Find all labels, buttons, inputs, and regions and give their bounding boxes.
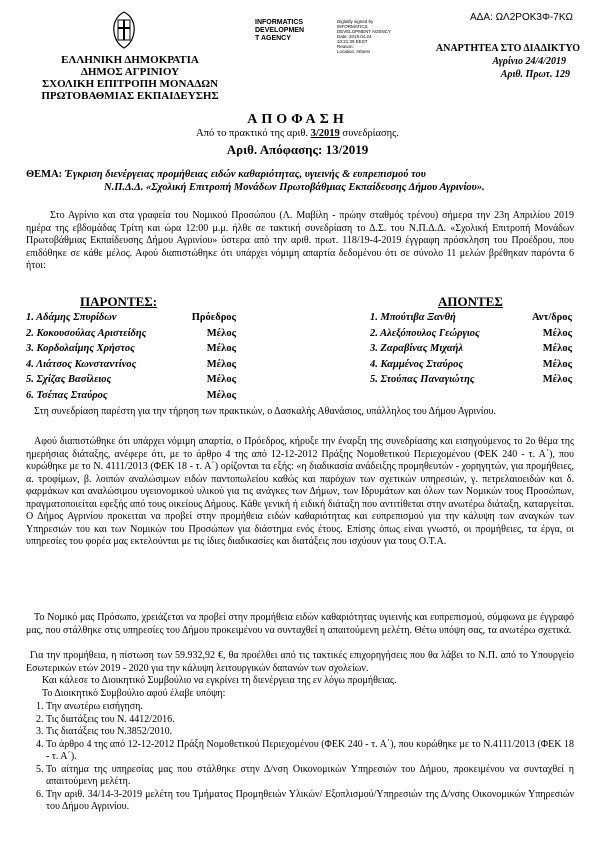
member-row: [26, 310, 236, 326]
subject-line: Ν.Π.Δ.Δ. «Σχολική Επιτροπή Μονάδων Πρωτοβάθμιας Εκπαίδευσης Δήμου Αγρινίου».: [104, 182, 485, 193]
member-name: 5. Σχίζας Βασίλειος: [26, 374, 112, 385]
signature-detail: 10:21:39 EEST: [337, 39, 368, 44]
minutes-reference: [0, 128, 595, 139]
member-role: Μέλος: [542, 374, 572, 385]
signature-detail: DEVELOPMENT AGENCY: [337, 29, 391, 34]
member-role: Μέλος: [542, 358, 572, 370]
list-item: 6. Την αριθ. 34/14-3-2019 μελέτη του Τμήματος Προμηθειών Υλικών/ Εξοπλισμού/Υπηρεσιών της Δ/νσης Οικονομικών Υπηρεσιών του Δήμου Αγρινίου.: [46, 789, 574, 814]
member-name: 1. Μπούτιβα Ξανθή: [370, 312, 456, 323]
member-row: [370, 310, 572, 326]
member-name: 3. Κορδολαίμης Χρήστος: [26, 343, 135, 354]
signature-detail: Reason:: [337, 44, 354, 49]
signature-logo: [255, 19, 345, 43]
member-role: Μέλος: [206, 389, 236, 401]
member-role: Μέλος: [206, 327, 236, 339]
member-role: Αντ/δρος: [531, 312, 572, 323]
subject-label: ΘΕΜΑ:: [26, 169, 63, 180]
member-role: Πρόεδρος: [191, 312, 236, 323]
list-item: 1. Την ανωτέρω εισήγηση.: [46, 701, 574, 714]
member-row: [370, 357, 572, 373]
document-meta: [420, 42, 580, 81]
list-item: 4. Το άρθρο 4 της από 12-12-2012 Πράξη Νομοθετικού Περιεχομένου (ΦΕΚ 240 - τ. Α΄), που κυρώθηκε με το Ν.4111/2013 (ΦΕΚ 18 - τ. Α΄).: [46, 739, 574, 764]
member-name: 6. Τσέπας Σταύρος: [26, 389, 108, 401]
member-role: Μέλος: [206, 358, 236, 370]
member-role: Μέλος: [206, 374, 236, 385]
member-row: [26, 326, 236, 342]
list-item: 5. Το αίτημα της υπηρεσίας μας που στάλθηκε στην Δ/νση Οικονομικών Υπηρεσιών του Δήμου, προκειμένου να συνταχθεί η απαιτούμενη μελέτη.: [46, 764, 574, 789]
member-row: [26, 388, 236, 404]
ada-code: ΑΔΑ: ΩΛ2ΡΟΚ3Φ-7ΚΩ: [470, 12, 573, 23]
signature-detail: INFORMATICS: [337, 24, 368, 29]
member-row: [26, 372, 236, 388]
subject: [26, 168, 576, 194]
member-name: 1. Αδάμης Σπυρίδων: [26, 312, 117, 323]
minutes-number: 3/2019: [310, 128, 340, 139]
publish-note: ΑΝΑΡΤΗΤΕΑ ΣΤΟ ΔΙΑΔΙΚΤΥΟ: [435, 43, 580, 54]
absent-heading: ΑΠΟΝΤΕΣ: [438, 294, 503, 309]
member-name: 3. Ζαραβίνας Μιχαήλ: [370, 343, 464, 354]
budget-paragraph: Για την προμήθεια, η πίστωση των 59.932,92 €, θα προέλθει από τις τακτικές επιχορηγήσεις που θα λάβει το Ν.Π. από το Υπουργείο Εσωτερικών ετών 2019 - 2020 για την κάλυψη λειτουργικών δαπανών των σχολείων.: [26, 650, 574, 674]
decision-number: Αριθ. Απόφασης: 13/2019: [226, 142, 369, 157]
present-heading: ΠΑΡΟΝΤΕΣ:: [80, 294, 158, 309]
document-title: ΑΠΟΦΑΣΗ: [247, 112, 348, 127]
issuer-line: ΣΧΟΛΙΚΗ ΕΠΙΤΡΟΠΗ ΜΟΝΑΔΩΝ: [41, 78, 219, 90]
main-paragraph: Αφού διαπιστώθηκε ότι υπάρχει νόμιμη απαρτία, ο Πρόεδρος, κήρυξε την έναρξη της συνεδρίασης και εισηγούμενος το 2ο θέμα της ημερήσιας διάταξης, ανέφερε ότι, με το άρθρο 4 της από 12-12-2012 Πράξης Νομοθετικού Περιεχομένου (ΦΕΚ 240 - τ. Α΄), που κυρώθηκε με το Ν. 4111/2013 (ΦΕΚ 18 - τ. Α΄) ορίζονται τα εξής: «η διαδικασία ανάδειξης προμηθευτών - χορηγητών, για προμήθειες, α. τροφίμων, β. λοιπών αναλώσιμων ειδών παντοπωλείου καθώς και παρόχων των σχετικών υπηρεσιών, γ. πετρελαιοειδών και δ. φαρμάκων και αναλώσιμου υγειονομικού υλικού για τις ανάγκες των Δήμων, των Ιδρυμάτων και όλων των Νομικών τους Προσώπων, πραγματοποιείται εφεξής από τους οικείους Δήμους. Κάθε γενική ή ειδική διάταξη που αντιτίθεται στην ανωτέρω διάταξη, καταργείται. Ο Δήμος Αγρινίου προκειται να προβεί στην προμήθεια ειδών καθαριότητας και ευπρεπισμού για την κάλυψη των αναγκών των Υπηρεσιών του και των Νομικών του Προσώπων για διάστημα ενός έτους. Επίσης όπως είναι γνωστό, οι προμήθειες, τα έργα, οι υπηρεσίες του φορέα μας εκτελούνται με τις ίδιες διαδικασίες και διατάξεις που ισχύουν για τους Ο.Τ.Α.: [26, 436, 574, 547]
protocol-number: Αριθ. Πρωτ. 129: [500, 69, 570, 80]
legal-paragraph: Το Νομικό μας Πρόσωπο, χρειάζεται να προβεί στην προμήθεια ειδών καθαριότητας υγιεινής και ευπρεπισμού, σύμφωνα με έγγραφό μας, που στάλθηκε στις υπηρεσίες του Δήμου προκειμένου να συνταχθεί η απαιτούμενη μελέτη. Θέτω υπόψη σας, τα ανωτέρω σχετικά.: [26, 612, 574, 636]
member-role: Μέλος: [206, 343, 236, 354]
member-name: 4. Καμμένος Σταύρος: [370, 358, 464, 370]
signature-detail: Digitally signed by: [337, 19, 374, 24]
issuer-line: ΠΡΩΤΟΒΑΘΜΙΑΣ ΕΚΠΑΙΔΕΥΣΗΣ: [41, 90, 219, 102]
present-list: [26, 310, 236, 403]
intro-paragraph: Στο Αγρίνιο και στα γραφεία του Νομικού Προσώπου (Λ. Μαβίλη - πρώην σταθμός τρένου) σήμερα την 23η Απριλίου 2019 ημέρα της εβδομάδας Τρίτη και ώρα 12:00 μ.μ. ήλθε σε τακτική συνεδρίαση το Δ.Σ. του Ν.Π.Δ.Δ. «Σχολική Επιτροπή Μονάδων Πρωτοβάθμιας Εκπαίδευσης Δήμου Αγρινίου» ύστερα από την αριθ. πρωτ. 118/19-4-2019 έγγραφη πρόσκληση του Προέδρου, που επιδόθηκε σε κάθε μέλος. Αφού διαπιστώθηκε ότι υπάρχει νόμιμη απαρτία δεδομένου ότι σε σύνολο 11 μελών βρέθηκαν παρόντα 6 ήτοι:: [26, 210, 574, 271]
signature-detail: Location: Athens: [337, 49, 371, 54]
member-name: 2. Κοκουσούλας Αριστείδης: [26, 327, 147, 339]
member-row: [370, 326, 572, 342]
absent-list: [370, 310, 572, 388]
minutes-prefix: Από το πρακτικό της αριθ.: [196, 128, 311, 139]
digital-signature-details: [337, 19, 397, 54]
logo-line: INFORMATICS: [255, 19, 304, 26]
member-row: [370, 341, 572, 357]
considerations-list: [26, 701, 574, 814]
member-role: Μέλος: [542, 327, 572, 339]
logo-line: DEVELOPMEN: [255, 27, 305, 34]
member-row: [26, 357, 236, 373]
list-item: 3. Τις διατάξεις του Ν.3852/2010.: [46, 726, 574, 739]
board-paragraph: Το Διοικητικό Συμβούλιο αφού έλαβε υπόψη:: [42, 688, 226, 699]
secretary-paragraph: Στη συνεδρίαση παρέστη για την τήρηση των πρακτικών, ο Δασκαλής Αθανάσιος, υπάλληλος του Δήμου Αγρινίου.: [34, 406, 496, 417]
member-row: [370, 372, 572, 388]
greek-emblem-icon: [110, 10, 138, 50]
minutes-suffix: συνεδρίασης.: [339, 128, 399, 139]
subject-line: Έγκριση διενέργειας προμήθειας ειδών καθαριότητας, υγιεινής & ευπρεπισμού του: [64, 169, 426, 180]
place-date: Αγρίνιο 24/4/2019: [492, 56, 566, 67]
issuer-header: [35, 54, 225, 102]
member-name: 4. Λιάτσος Κωνσταντίνος: [26, 358, 137, 370]
member-role: Μέλος: [542, 343, 572, 354]
call-paragraph: Και κάλεσε το Διοικητικό Συμβούλιο να εγκρίνει τη διενέργεια της εν λόγω προμήθειας.: [42, 675, 397, 686]
member-name: 5. Στούπας Παναγιώτης: [370, 374, 475, 385]
member-row: [26, 341, 236, 357]
signature-detail: Date: 2019.04.24: [337, 34, 372, 39]
issuer-line: ΔΗΜΟΣ ΑΓΡΙΝΙΟΥ: [80, 66, 180, 78]
list-item: 2. Τις διατάξεις του Ν. 4412/2016.: [46, 714, 574, 727]
member-name: 2. Αλεξόπουλος Γεώργιος: [370, 327, 480, 339]
issuer-line: ΕΛΛΗΝΙΚΗ ΔΗΜΟΚΡΑΤΙΑ: [61, 54, 199, 66]
logo-line: T AGENCY: [255, 35, 291, 42]
